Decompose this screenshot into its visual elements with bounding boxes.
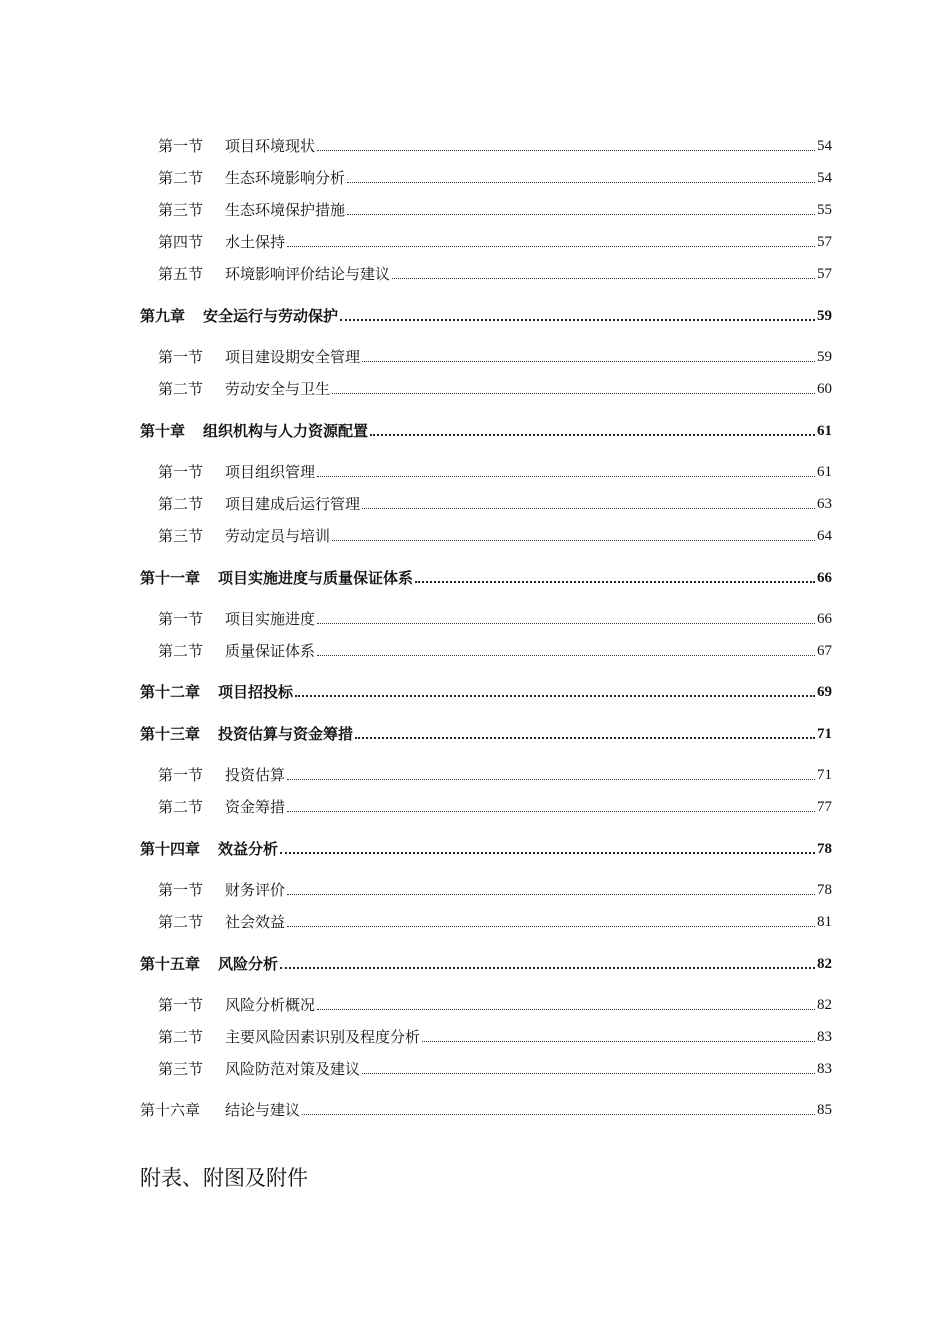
toc-entry-number: 第十六章 xyxy=(140,1101,201,1119)
toc-entry-page-number: 82 xyxy=(817,997,832,1013)
dot-leader xyxy=(287,925,815,927)
toc-entry-page-number: 59 xyxy=(817,349,832,365)
toc-section-entry[interactable] xyxy=(158,765,832,785)
toc-entry-page-number: 85 xyxy=(817,1102,832,1118)
toc-section-entry[interactable] xyxy=(158,462,832,482)
toc-chapter-entry[interactable] xyxy=(140,421,832,441)
dot-leader xyxy=(340,318,815,321)
toc-section-entry[interactable] xyxy=(158,641,832,661)
toc-entry-number: 第二节 xyxy=(158,642,204,660)
toc-entry-number: 第二节 xyxy=(158,1028,204,1046)
toc-entry-title: 项目招投标 xyxy=(218,683,294,701)
toc-entry-title: 结论与建议 xyxy=(225,1101,301,1119)
dot-leader xyxy=(302,1113,815,1115)
toc-entry-title: 财务评价 xyxy=(225,881,286,899)
toc-entry-number: 第十四章 xyxy=(140,840,201,858)
toc-chapter-entry[interactable] xyxy=(140,568,832,588)
toc-entry-page-number: 67 xyxy=(817,643,832,659)
toc-entry-title: 水土保持 xyxy=(225,233,286,251)
dot-leader xyxy=(317,1008,815,1010)
toc-entry-page-number: 69 xyxy=(817,684,832,700)
toc-entry-page-number: 66 xyxy=(817,570,832,586)
dot-leader xyxy=(347,181,815,183)
toc-section-entry[interactable] xyxy=(158,200,832,220)
toc-entry-page-number: 57 xyxy=(817,266,832,282)
toc-chapter-entry[interactable] xyxy=(140,1100,832,1120)
toc-section-entry[interactable] xyxy=(158,1027,832,1047)
toc-entry-title: 质量保证体系 xyxy=(225,642,316,660)
toc-section-entry[interactable] xyxy=(158,1059,832,1079)
toc-entry-title: 投资估算与资金筹措 xyxy=(218,725,354,743)
toc-entry-number: 第一节 xyxy=(158,766,204,784)
toc-section-entry[interactable] xyxy=(158,995,832,1015)
toc-entry-number: 第一节 xyxy=(158,463,204,481)
toc-entry-page-number: 71 xyxy=(817,767,832,783)
dot-leader xyxy=(355,736,815,739)
toc-entry-title: 投资估算 xyxy=(225,766,286,784)
toc-entry-number: 第一节 xyxy=(158,348,204,366)
toc-entry-number: 第九章 xyxy=(140,307,186,325)
dot-leader xyxy=(317,149,815,151)
toc-entry-title: 生态环境影响分析 xyxy=(225,169,346,187)
toc-entry-page-number: 64 xyxy=(817,528,832,544)
toc-entry-title: 劳动安全与卫生 xyxy=(225,380,331,398)
toc-entry-number: 第十五章 xyxy=(140,955,201,973)
toc-entry-title: 效益分析 xyxy=(218,840,279,858)
toc-entry-page-number: 66 xyxy=(817,611,832,627)
dot-leader xyxy=(317,622,815,624)
toc-chapter-entry[interactable] xyxy=(140,724,832,744)
toc-entry-number: 第十一章 xyxy=(140,569,201,587)
dot-leader xyxy=(317,475,815,477)
toc-section-entry[interactable] xyxy=(158,880,832,900)
toc-section-entry[interactable] xyxy=(158,168,832,188)
toc-entry-page-number: 55 xyxy=(817,202,832,218)
dot-leader xyxy=(415,580,815,583)
toc-entry-number: 第三节 xyxy=(158,1060,204,1078)
toc-entry-number: 第二节 xyxy=(158,495,204,513)
toc-entry-page-number: 54 xyxy=(817,170,832,186)
toc-entry-title: 资金筹措 xyxy=(225,798,286,816)
appendix-heading: 附表、附图及附件 xyxy=(140,1166,308,1190)
toc-entry-number: 第一节 xyxy=(158,881,204,899)
toc-entry-page-number: 71 xyxy=(817,726,832,742)
toc-entry-title: 项目建设期安全管理 xyxy=(225,348,361,366)
toc-entry-title: 风险分析概况 xyxy=(225,996,316,1014)
toc-entry-page-number: 82 xyxy=(817,956,832,972)
toc-entry-number: 第十章 xyxy=(140,422,186,440)
toc-entry-page-number: 78 xyxy=(817,882,832,898)
toc-entry-page-number: 83 xyxy=(817,1029,832,1045)
toc-entry-title: 组织机构与人力资源配置 xyxy=(203,422,369,440)
toc-entry-title: 环境影响评价结论与建议 xyxy=(225,265,391,283)
toc-entry-page-number: 59 xyxy=(817,308,832,324)
dot-leader xyxy=(332,392,815,394)
toc-entry-page-number: 57 xyxy=(817,234,832,250)
toc-entry-page-number: 61 xyxy=(817,423,832,439)
dot-leader xyxy=(422,1040,815,1042)
toc-entry-number: 第三节 xyxy=(158,527,204,545)
toc-section-entry[interactable] xyxy=(158,347,832,367)
toc-entry-number: 第二节 xyxy=(158,913,204,931)
toc-entry-title: 生态环境保护措施 xyxy=(225,201,346,219)
dot-leader xyxy=(295,694,815,697)
toc-entry-title: 风险防范对策及建议 xyxy=(225,1060,361,1078)
toc-entry-number: 第十二章 xyxy=(140,683,201,701)
toc-entry-title: 社会效益 xyxy=(225,913,286,931)
toc-entry-number: 第三节 xyxy=(158,201,204,219)
toc-entry-page-number: 83 xyxy=(817,1061,832,1077)
toc-entry-title: 项目环境现状 xyxy=(225,137,316,155)
toc-entry-page-number: 77 xyxy=(817,799,832,815)
toc-entry-page-number: 54 xyxy=(817,138,832,154)
dot-leader xyxy=(362,507,815,509)
toc-entry-page-number: 63 xyxy=(817,496,832,512)
dot-leader xyxy=(287,245,815,247)
toc-entry-title: 风险分析 xyxy=(218,955,279,973)
toc-section-entry[interactable] xyxy=(158,912,832,932)
toc-entry-title: 项目组织管理 xyxy=(225,463,316,481)
toc-entry-number: 第五节 xyxy=(158,265,204,283)
toc-section-entry[interactable] xyxy=(158,136,832,156)
toc-entry-page-number: 60 xyxy=(817,381,832,397)
toc-section-entry[interactable] xyxy=(158,264,832,284)
toc-entry-title: 项目实施进度与质量保证体系 xyxy=(218,569,414,587)
toc-entry-title: 劳动定员与培训 xyxy=(225,527,331,545)
dot-leader xyxy=(280,966,815,969)
toc-entry-title: 安全运行与劳动保护 xyxy=(203,307,339,325)
toc-entry-title: 项目建成后运行管理 xyxy=(225,495,361,513)
toc-entry-number: 第一节 xyxy=(158,610,204,628)
dot-leader xyxy=(332,539,815,541)
dot-leader xyxy=(317,654,815,656)
dot-leader xyxy=(392,277,815,279)
toc-entry-title: 主要风险因素识别及程度分析 xyxy=(225,1028,421,1046)
toc-section-entry[interactable] xyxy=(158,379,832,399)
toc-section-entry[interactable] xyxy=(158,494,832,514)
toc-entry-number: 第十三章 xyxy=(140,725,201,743)
dot-leader xyxy=(362,1072,815,1074)
toc-entry-number: 第一节 xyxy=(158,137,204,155)
toc-chapter-entry[interactable] xyxy=(140,682,832,702)
toc-entry-number: 第二节 xyxy=(158,169,204,187)
toc-chapter-entry[interactable] xyxy=(140,306,832,326)
toc-section-entry[interactable] xyxy=(158,526,832,546)
dot-leader xyxy=(287,893,815,895)
toc-section-entry[interactable] xyxy=(158,797,832,817)
toc-entry-number: 第二节 xyxy=(158,380,204,398)
toc-entry-number: 第四节 xyxy=(158,233,204,251)
toc-entry-title: 项目实施进度 xyxy=(225,610,316,628)
toc-entry-number: 第二节 xyxy=(158,798,204,816)
toc-entry-page-number: 81 xyxy=(817,914,832,930)
dot-leader xyxy=(287,810,815,812)
toc-entry-number: 第一节 xyxy=(158,996,204,1014)
toc-entry-page-number: 61 xyxy=(817,464,832,480)
dot-leader xyxy=(370,433,815,436)
toc-chapter-entry[interactable] xyxy=(140,954,832,974)
toc-chapter-entry[interactable] xyxy=(140,839,832,859)
dot-leader xyxy=(362,360,815,362)
dot-leader xyxy=(347,213,815,215)
toc-entry-page-number: 78 xyxy=(817,841,832,857)
dot-leader xyxy=(280,851,815,854)
dot-leader xyxy=(287,778,815,780)
toc-section-entry[interactable] xyxy=(158,609,832,629)
toc-section-entry[interactable] xyxy=(158,232,832,252)
